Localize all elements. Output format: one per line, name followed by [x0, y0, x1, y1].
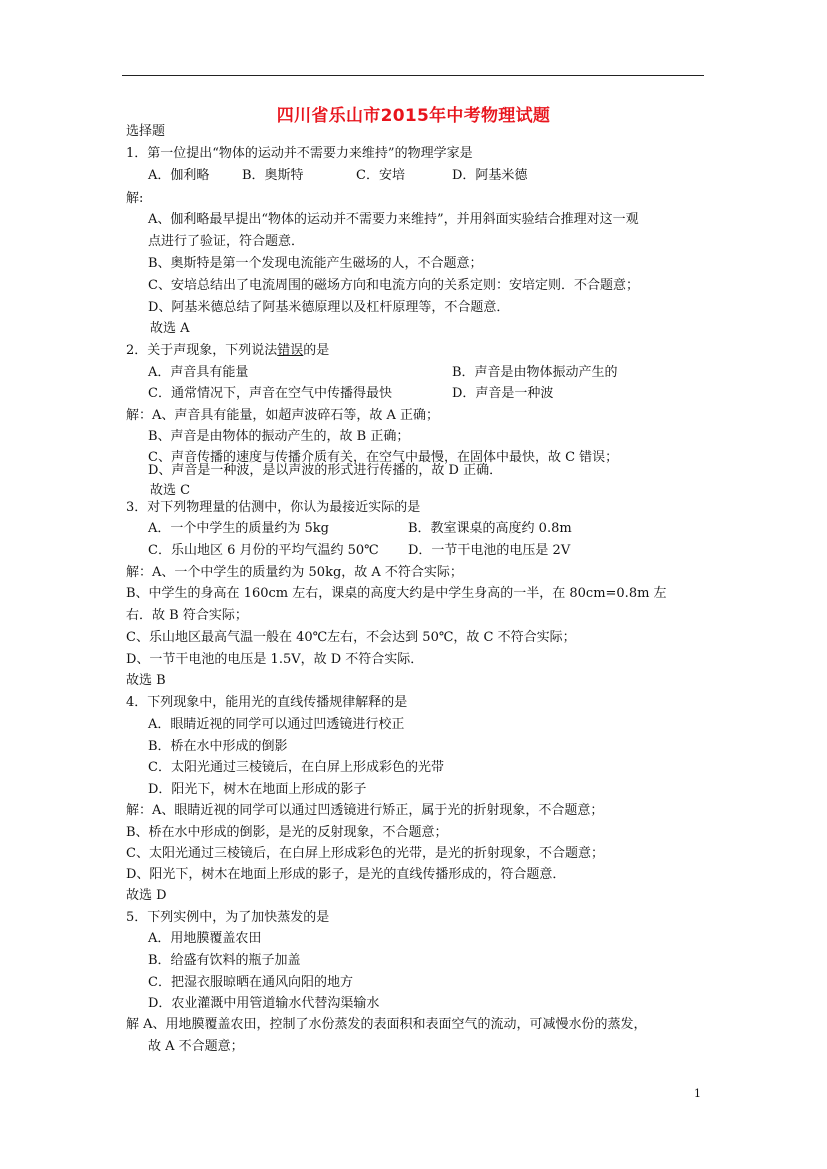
- solution-2-b: B、声音是由物体的振动产生的，故 B 正确；: [148, 429, 410, 444]
- solution-label-1: 解:: [126, 191, 144, 206]
- option-4a: A．眼睛近视的同学可以通过凹透镜进行校正: [148, 717, 405, 732]
- solution-4-a: 解：A、眼睛近视的同学可以通过凹透镜进行矫正，属于光的折射现象，不合题意；: [126, 803, 604, 818]
- answer-1: 故选 A: [150, 321, 190, 336]
- option-3b: B．教室课桌的高度约 0.8m: [408, 521, 572, 536]
- question-4: 4．下列现象中，能用光的直线传播规律解释的是: [126, 695, 408, 710]
- solution-3-d: D、一节干电池的电压是 1.5V，故 D 不符合实际．: [126, 652, 424, 667]
- answer-4: 故选 D: [126, 888, 167, 903]
- option-2c: C．通常情况下，声音在空气中传播得最快: [148, 386, 392, 401]
- solution-4-c: C、太阳光通过三棱镜后，在白屏上形成彩色的光带，是光的折射现象，不合题意；: [126, 846, 604, 861]
- option-3a: A．一个中学生的质量约为 5kg: [148, 521, 329, 536]
- solution-3-c: C、乐山地区最高气温一般在 40℃左右，不会达到 50℃，故 C 不符合实际；: [126, 630, 576, 645]
- option-3d: D．一节干电池的电压是 2V: [408, 543, 571, 558]
- solution-3-b1: B、中学生的身高在 160cm 左右，课桌的高度大约是中学生身高的一半，在 80cm=0.8m 左: [126, 586, 667, 601]
- solution-5-a1: 解 A、用地膜覆盖农田，控制了水份蒸发的表面积和表面空气的流动，可减慢水份的蒸发，: [126, 1017, 647, 1032]
- page-number: 1: [694, 1087, 701, 1100]
- option-1b: B．奥斯特: [242, 168, 304, 183]
- answer-2: 故选 C: [150, 483, 191, 498]
- option-1c: C．安培: [356, 168, 405, 183]
- option-5b: B．给盛有饮料的瓶子加盖: [148, 953, 301, 968]
- solution-1-c: C、安培总结出了电流周围的磁场方向和电流方向的关系定则：安培定则．不合题意；: [148, 278, 639, 293]
- solution-1-d: D、阿基米德总结了阿基米德原理以及杠杆原理等，不合题意．: [148, 300, 510, 315]
- solution-2-a: 解：A、声音具有能量，如超声波碎石等，故 A 正确；: [126, 408, 440, 423]
- option-4c: C．太阳光通过三棱镜后，在白屏上形成彩色的光带: [148, 760, 444, 775]
- option-5a: A．用地膜覆盖农田: [148, 931, 262, 946]
- question-2-post: 的是: [303, 343, 330, 358]
- question-3: 3．对下列物理量的估测中，你认为最接近实际的是: [126, 500, 421, 515]
- solution-3-b2: 右．故 B 符合实际；: [126, 608, 248, 623]
- question-1: 1．第一位提出“物体的运动并不需要力来维持”的物理学家是: [126, 146, 473, 161]
- solution-3-a: 解：A、一个中学生的质量约为 50kg，故 A 不符合实际；: [126, 565, 463, 580]
- document-title: 四川省乐山市2015年中考物理试题: [276, 106, 551, 126]
- solution-2-d: D、声音是一种波，是以声波的形式进行传播的，故 D 正确．: [148, 463, 503, 478]
- solution-4-b: B、桥在水中形成的倒影，是光的反射现象，不合题意；: [126, 825, 448, 840]
- solution-2-c: C、声音传播的速度与传播介质有关，在空气中最慢，在固体中最快，故 C 错误；: [148, 450, 619, 465]
- answer-3: 故选 B: [126, 673, 166, 688]
- option-5d: D．农业灌溉中用管道输水代替沟渠输水: [148, 996, 380, 1011]
- option-1d: D．阿基米德: [452, 168, 528, 183]
- option-3c: C．乐山地区 6 月份的平均气温约 50℃: [148, 543, 379, 558]
- solution-1-a1: A、伽利略最早提出“物体的运动并不需要力来维持”，并用斜面实验结合推理对这一观: [148, 212, 639, 227]
- solution-1-a2: 点进行了验证，符合题意．: [148, 234, 305, 249]
- question-2-emphasis: 错误: [277, 343, 304, 358]
- question-2-pre: 2．关于声现象，下列说法: [126, 343, 278, 358]
- option-2b: B．声音是由物体振动产生的: [452, 365, 618, 380]
- option-4b: B．桥在水中形成的倒影: [148, 739, 288, 754]
- question-5: 5．下列实例中，为了加快蒸发的是: [126, 910, 330, 925]
- option-2a: A．声音具有能量: [148, 365, 249, 380]
- solution-1-b: B、奥斯特是第一个发现电流能产生磁场的人，不合题意；: [148, 256, 483, 271]
- header-rule: [122, 75, 704, 76]
- question-2: [126, 343, 329, 359]
- option-1a: A．伽利略: [148, 168, 210, 183]
- section-heading: 选择题: [126, 124, 166, 139]
- solution-5-a2: 故 A 不合题意；: [148, 1039, 244, 1054]
- option-5c: C．把湿衣服晾晒在通风向阳的地方: [148, 975, 353, 990]
- option-4d: D．阳光下，树木在地面上形成的影子: [148, 782, 367, 797]
- solution-4-d: D、阳光下，树木在地面上形成的影子，是光的直线传播形成的，符合题意．: [126, 867, 566, 882]
- option-2d: D．声音是一种波: [452, 386, 554, 401]
